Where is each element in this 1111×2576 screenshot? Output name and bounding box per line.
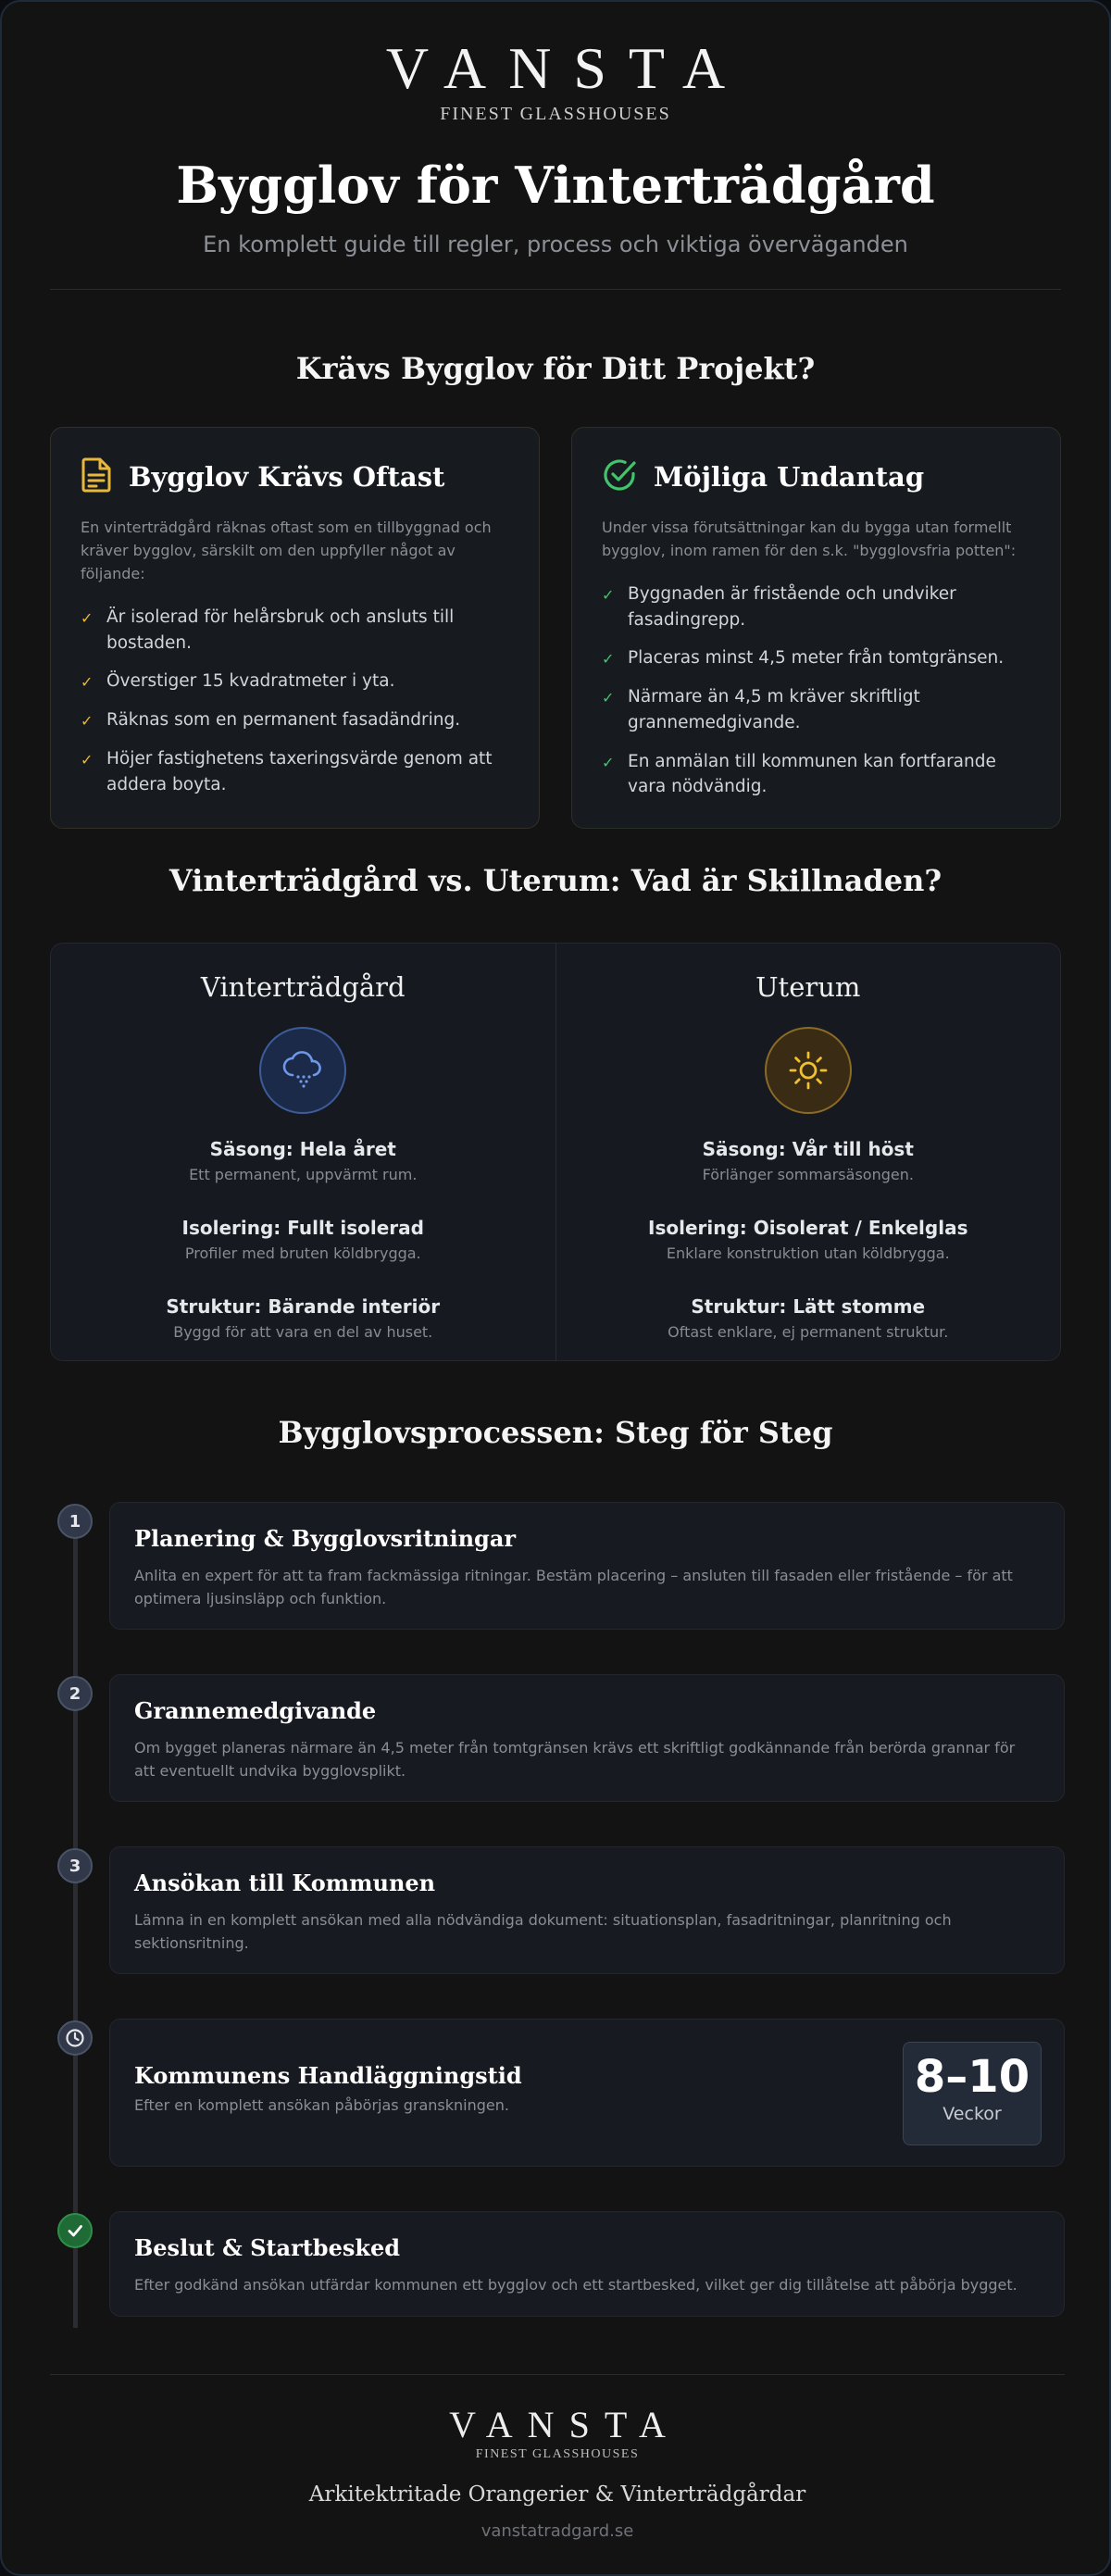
step-description: Efter en komplett ansökan påbörjas granskningen. [134,2096,509,2114]
step-title: Grannemedgivande [134,1697,377,1724]
checkmark-icon [57,2213,93,2248]
brand-logo: VANSTA [385,35,748,101]
document-icon [81,457,112,496]
page-title: Bygglov för Vinterträdgård [176,156,935,215]
step-description: Lämna in en komplett ansökan med alla nödvändiga dokument: situationsplan, fasadritningar, planritning och sektionsritning. [134,1911,952,1952]
step-title: Planering & Bygglovsritningar [134,1525,517,1552]
footer-brand-tagline: FINEST GLASSHOUSES [475,2447,640,2461]
winter-attr-insulation: Isolering: Fullt isolerad Profiler med bruten köldbrygga. [181,1217,424,1262]
sunroom-attr-insulation: Isolering: Oisolerat / Enkelglas Enklare konstruktion utan köldbrygga. [648,1217,968,1262]
checkmark-icon: ✓ [602,689,615,707]
compare-section-title: Vinterträdgård vs. Uterum: Vad är Skillnaden? [169,863,942,898]
winter-attr-structure: Struktur: Bärande interiör Byggd för att vara en del av huset. [166,1295,441,1341]
step-card [109,2211,1065,2317]
sun-icon [765,1027,852,1114]
timeline-line [73,1530,78,2328]
permit-required-list [81,605,509,798]
comparison-table [50,943,1061,1361]
permit-required-intro: En vinterträdgård räknas oftast som en tillbyggnad och kräver bygglov, särskilt om den uppfyller något av följande: [81,519,492,582]
winter-garden-column [51,944,556,1360]
step-card [109,1674,1065,1802]
list-item: ✓ Höjer fastighetens taxeringsvärde genom att addera boyta. [81,746,509,798]
checkmark-icon: ✓ [81,673,94,692]
permit-required-card [50,427,540,829]
step-card [109,1502,1065,1630]
step-card [109,1846,1065,1974]
step-description: Efter godkänd ansökan utfärdar kommunen ett bygglov och ett startbesked, vilket ger dig tillåtelse att påbörja bygget. [134,2276,1017,2294]
sunroom-attr-season: Säsong: Vår till höst Förlänger sommarsäsongen. [702,1138,914,1183]
list-item: ✓ Placeras minst 4,5 meter från tomtgränsen. [602,645,1030,671]
clock-icon [57,2020,93,2056]
sunroom-column [556,944,1061,1360]
list-item: ✓ Närmare än 4,5 m kräver skriftligt grannemedgivande. [602,684,1030,736]
permit-cards [2,427,1109,829]
permit-exceptions-intro: Under vissa förutsättningar kan du bygga utan formellt bygglov, inom ramen för den s.k. "bygglovsfria potten": [602,519,1017,560]
step-title: Kommunens Handläggningstid [134,2062,522,2089]
sunroom-title: Uterum [755,971,861,1003]
checkmark-icon: ✓ [602,585,615,604]
list-item: ✓ Överstiger 15 kvadratmeter i yta. [81,669,509,694]
permit-exceptions-card [571,427,1061,829]
footer-brand-logo: VANSTA [449,2404,680,2445]
winter-garden-title: Vinterträdgård [200,971,406,1003]
checkmark-icon: ✓ [81,608,94,627]
checkmark-icon: ✓ [81,712,94,731]
checkmark-icon: ✓ [602,650,615,669]
header-divider [50,289,1061,290]
step-description: Anlita en expert för att ta fram fackmässiga ritningar. Bestäm placering – ansluten till fasaden eller fristående – för att optimera ljusinsläpp och funktion. [134,1567,1013,1607]
list-item: ✓ En anmälan till kommunen kan fortfarande vara nödvändig. [602,749,1030,801]
process-section-title: Bygglovsprocessen: Steg för Steg [278,1415,833,1450]
step-number-badge: 3 [57,1848,93,1883]
step-title: Ansökan till Kommunen [134,1869,436,1896]
header [2,2,1109,257]
step-card [109,2019,1065,2167]
brand-tagline: FINEST GLASSHOUSES [440,104,671,124]
processing-time-unit: Veckor [942,2104,1002,2125]
footer-website-link[interactable]: vanstatradgard.se [481,2521,634,2541]
permit-required-title: Bygglov Krävs Oftast [129,461,445,494]
footer [50,2374,1065,2541]
step-title: Beslut & Startbesked [134,2234,401,2261]
list-item: ✓ Är isolerad för helårsbruk och ansluts till bostaden. [81,605,509,657]
checkmark-icon: ✓ [81,750,94,769]
step-number-badge: 1 [57,1504,93,1539]
permit-exceptions-title: Möjliga Undantag [654,461,925,494]
snow-cloud-icon [259,1027,346,1114]
sunroom-attr-structure: Struktur: Lätt stomme Oftast enklare, ej permanent struktur. [668,1295,949,1341]
list-item: ✓ Byggnaden är fristående och undviker fasadingrepp. [602,581,1030,633]
permit-exceptions-list [602,581,1030,800]
list-item: ✓ Räknas som en permanent fasadändring. [81,707,509,733]
page-subtitle: En komplett guide till regler, process och viktiga överväganden [203,231,908,258]
checkmark-icon: ✓ [602,753,615,771]
processing-time-value: 8–10 [914,2051,1030,2103]
step-description: Om bygget planeras närmare än 4,5 meter från tomtgränsen krävs ett skriftligt godkännande från berörda grannar för att eventuellt undvika bygglovsplikt. [134,1739,1016,1780]
step-number-badge: 2 [57,1676,93,1711]
footer-tagline: Arkitektritade Orangerier & Vinterträdgårdar [308,2482,806,2507]
processing-time-box [903,2042,1042,2145]
winter-attr-season: Säsong: Hela året Ett permanent, uppvärmt rum. [189,1138,418,1183]
check-circle-icon [602,457,637,496]
permit-section-title: Krävs Bygglov för Ditt Projekt? [295,351,816,387]
